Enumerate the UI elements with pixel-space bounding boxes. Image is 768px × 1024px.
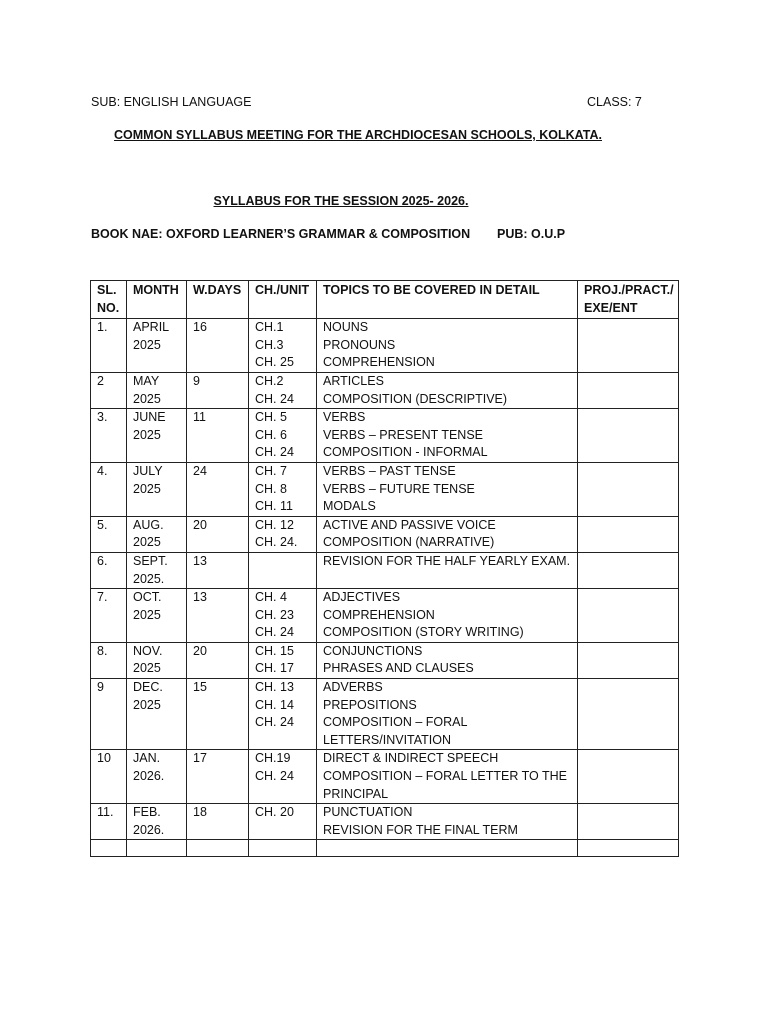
table-row bbox=[91, 319, 679, 373]
cell-line: 2025 bbox=[133, 481, 161, 496]
table-row bbox=[91, 552, 679, 588]
cell-line: COMPREHENSION bbox=[323, 355, 435, 370]
working-days-cell bbox=[187, 516, 249, 552]
cell-line: COMPOSITION – FORAL LETTER TO THE bbox=[323, 769, 568, 784]
working-days-cell bbox=[187, 804, 249, 840]
topics-cell bbox=[317, 679, 578, 750]
table-row bbox=[91, 372, 679, 408]
topics-cell bbox=[317, 372, 578, 408]
chapter-cell bbox=[249, 319, 317, 373]
month-cell bbox=[127, 804, 187, 840]
cell-line: JULY bbox=[133, 463, 163, 478]
sl-no-cell bbox=[91, 679, 127, 750]
session-title bbox=[0, 193, 682, 209]
sl-no-cell bbox=[91, 409, 127, 463]
chapter-unit-header bbox=[249, 281, 317, 319]
working-days-cell bbox=[187, 319, 249, 373]
topics-cell bbox=[317, 409, 578, 463]
project-cell bbox=[578, 462, 679, 516]
cell-line: MODALS bbox=[323, 499, 376, 514]
table-row bbox=[91, 589, 679, 643]
cell-line: 9 bbox=[193, 373, 200, 388]
cell-line: 2025 bbox=[133, 337, 161, 352]
cell-line: 3. bbox=[97, 410, 108, 425]
month-cell bbox=[127, 319, 187, 373]
month-cell bbox=[127, 552, 187, 588]
project-cell bbox=[578, 319, 679, 373]
cell-line: CH. 20 bbox=[255, 805, 294, 820]
working-days-cell bbox=[187, 642, 249, 678]
cell-line: VERBS – PAST TENSE bbox=[323, 463, 456, 478]
publisher: PUB: O.U.P bbox=[497, 227, 566, 241]
cell-line: 15 bbox=[193, 680, 207, 695]
working-days-header bbox=[187, 281, 249, 319]
cell-line: PRONOUNS bbox=[323, 337, 396, 352]
header-line: SL. bbox=[97, 283, 117, 297]
working-days-cell bbox=[187, 679, 249, 750]
cell-line: 11. bbox=[97, 805, 114, 820]
cell-line bbox=[584, 643, 678, 661]
cell-line: CH. 4 bbox=[255, 590, 287, 605]
table-row bbox=[91, 679, 679, 750]
month-cell bbox=[127, 589, 187, 643]
chapter-cell bbox=[249, 679, 317, 750]
cell-line: PUNCTUATION bbox=[323, 805, 413, 820]
cell-line: CH. 12 bbox=[255, 517, 294, 532]
table-row bbox=[91, 750, 679, 804]
project-cell bbox=[578, 372, 679, 408]
cell-line: CH. 25 bbox=[255, 355, 294, 370]
cell-line: CH. 13 bbox=[255, 680, 294, 695]
cell-line: COMPOSITION (STORY WRITING) bbox=[323, 625, 524, 640]
header-line: CH./UNIT bbox=[255, 283, 310, 297]
table-row bbox=[91, 462, 679, 516]
empty-cell bbox=[127, 840, 187, 857]
cell-line: CH. 17 bbox=[255, 661, 294, 676]
header-line: PROJ./PRACT./ bbox=[584, 283, 674, 297]
empty-row bbox=[91, 840, 679, 857]
subject-label: SUB: ENGLISH LANGUAGE bbox=[91, 95, 252, 109]
cell-line: REVISION FOR THE FINAL TERM bbox=[323, 822, 518, 837]
working-days-cell bbox=[187, 372, 249, 408]
empty-cell bbox=[578, 840, 679, 857]
cell-line: CH. 14 bbox=[255, 697, 294, 712]
sl-no-cell bbox=[91, 750, 127, 804]
cell-line: VERBS bbox=[323, 410, 366, 425]
month-cell bbox=[127, 462, 187, 516]
topics-cell bbox=[317, 804, 578, 840]
topics-cell bbox=[317, 589, 578, 643]
cell-line: COMPREHENSION bbox=[323, 607, 435, 622]
cell-line: 13 bbox=[193, 590, 207, 605]
topics-cell bbox=[317, 552, 578, 588]
cell-line: CH. 11 bbox=[255, 499, 293, 514]
cell-line: ARTICLES bbox=[323, 373, 384, 388]
cell-line: CH. 24. bbox=[255, 535, 298, 550]
topics-cell bbox=[317, 516, 578, 552]
cell-line: 16 bbox=[193, 320, 207, 335]
cell-line: SEPT. bbox=[133, 553, 168, 568]
cell-line: CH. 23 bbox=[255, 607, 294, 622]
cell-line: CH.1 bbox=[255, 320, 284, 335]
cell-line: NOUNS bbox=[323, 320, 369, 335]
cell-line: CH.2 bbox=[255, 373, 284, 388]
header-line: EXE/ENT bbox=[584, 300, 638, 315]
cell-line: CH. 24 bbox=[255, 445, 294, 460]
header-line: W.DAYS bbox=[193, 283, 242, 297]
cell-line: DEC. bbox=[133, 680, 163, 695]
cell-line bbox=[584, 553, 678, 571]
chapter-cell bbox=[249, 642, 317, 678]
topics-cell bbox=[317, 642, 578, 678]
cell-line: 4. bbox=[97, 463, 108, 478]
cell-line: CH. 5 bbox=[255, 410, 287, 425]
cell-line: 11 bbox=[193, 410, 206, 425]
sl-no-cell bbox=[91, 804, 127, 840]
cell-line: PRINCIPAL bbox=[323, 786, 389, 801]
cell-line bbox=[584, 589, 678, 607]
table-row bbox=[91, 409, 679, 463]
cell-line: 2026. bbox=[133, 822, 165, 837]
cell-line bbox=[584, 804, 678, 822]
month-cell bbox=[127, 372, 187, 408]
topics-cell bbox=[317, 750, 578, 804]
sl-no-cell bbox=[91, 319, 127, 373]
chapter-cell bbox=[249, 552, 317, 588]
cell-line: 10 bbox=[97, 751, 111, 766]
cell-line: JAN. bbox=[133, 751, 161, 766]
cell-line: DIRECT & INDIRECT SPEECH bbox=[323, 751, 499, 766]
sl-no-cell bbox=[91, 516, 127, 552]
month-header bbox=[127, 281, 187, 319]
empty-cell bbox=[249, 840, 317, 857]
cell-line bbox=[584, 517, 678, 535]
cell-line: CH. 8 bbox=[255, 481, 287, 496]
cell-line: NOV. bbox=[133, 643, 163, 658]
topics-cell bbox=[317, 319, 578, 373]
sl-no-cell bbox=[91, 462, 127, 516]
cell-line: PREPOSITIONS bbox=[323, 697, 417, 712]
cell-line: 18 bbox=[193, 805, 207, 820]
syllabus-table bbox=[90, 280, 679, 857]
cell-line: CH. 7 bbox=[255, 463, 287, 478]
cell-line: VERBS – PRESENT TENSE bbox=[323, 427, 484, 442]
working-days-cell bbox=[187, 462, 249, 516]
cell-line: 20 bbox=[193, 517, 207, 532]
cell-line: 5. bbox=[97, 517, 108, 532]
cell-line: COMPOSITION – FORAL bbox=[323, 715, 468, 730]
header-line: NO. bbox=[97, 300, 120, 315]
cell-line: CH. 6 bbox=[255, 427, 287, 442]
chapter-cell bbox=[249, 462, 317, 516]
table-body bbox=[91, 319, 679, 857]
cell-line: MAY bbox=[133, 373, 160, 388]
project-cell bbox=[578, 552, 679, 588]
book-name: BOOK NAE: OXFORD LEARNER’S GRAMMAR & COMPOSITION bbox=[91, 227, 471, 241]
empty-cell bbox=[187, 840, 249, 857]
cell-line: 2025 bbox=[133, 391, 161, 406]
month-cell bbox=[127, 516, 187, 552]
header-line: MONTH bbox=[133, 283, 179, 297]
cell-line: CH. 15 bbox=[255, 643, 294, 658]
cell-line: ADJECTIVES bbox=[323, 590, 401, 605]
project-cell bbox=[578, 679, 679, 750]
cell-line: 2025 bbox=[133, 607, 161, 622]
cell-line: 2025 bbox=[133, 697, 161, 712]
chapter-cell bbox=[249, 409, 317, 463]
cell-line: 20 bbox=[193, 643, 207, 658]
cell-line: CH. 24 bbox=[255, 625, 294, 640]
cell-line: 6. bbox=[97, 553, 108, 568]
cell-line: CH.19 bbox=[255, 751, 291, 766]
cell-line: 13 bbox=[193, 553, 207, 568]
working-days-cell bbox=[187, 589, 249, 643]
cell-line bbox=[584, 373, 678, 391]
cell-line bbox=[584, 463, 678, 481]
cell-line: APRIL bbox=[133, 320, 170, 335]
cell-line: OCT. bbox=[133, 590, 162, 605]
cell-line: 2 bbox=[97, 373, 104, 388]
cell-line: CH. 24 bbox=[255, 715, 294, 730]
sl-no-cell bbox=[91, 372, 127, 408]
table-header-row bbox=[91, 281, 679, 319]
empty-cell bbox=[91, 840, 127, 857]
working-days-cell bbox=[187, 409, 249, 463]
cell-line: FEB. bbox=[133, 805, 161, 820]
table-row bbox=[91, 804, 679, 840]
sl-no-cell bbox=[91, 589, 127, 643]
cell-line: REVISION FOR THE HALF YEARLY EXAM. bbox=[323, 553, 571, 568]
cell-line: 2025. bbox=[133, 571, 165, 586]
cell-line: ADVERBS bbox=[323, 680, 383, 695]
meeting-title-text: COMMON SYLLABUS MEETING FOR THE ARCHDIOCESAN SCHOOLS, KOLKATA. bbox=[114, 128, 602, 142]
cell-line: CH. 24 bbox=[255, 391, 294, 406]
cell-line: CH.3 bbox=[255, 337, 284, 352]
cell-line: AUG. bbox=[133, 517, 164, 532]
month-cell bbox=[127, 679, 187, 750]
header-line: TOPICS TO BE COVERED IN DETAIL bbox=[323, 283, 540, 297]
project-cell bbox=[578, 804, 679, 840]
cell-line: 2025 bbox=[133, 661, 161, 676]
project-cell bbox=[578, 516, 679, 552]
class-label: CLASS: 7 bbox=[587, 95, 642, 109]
cell-line bbox=[584, 679, 678, 697]
session-title-text: SYLLABUS FOR THE SESSION 2025- 2026. bbox=[213, 194, 469, 208]
cell-line bbox=[584, 750, 678, 768]
cell-line: ACTIVE AND PASSIVE VOICE bbox=[323, 517, 496, 532]
topics-cell bbox=[317, 462, 578, 516]
cell-line: COMPOSITION - INFORMAL bbox=[323, 445, 488, 460]
chapter-cell bbox=[249, 589, 317, 643]
cell-line: LETTERS/INVITATION bbox=[323, 732, 452, 747]
topics-header bbox=[317, 281, 578, 319]
cell-line: 8. bbox=[97, 643, 108, 658]
cell-line: 7. bbox=[97, 590, 108, 605]
cell-line: PHRASES AND CLAUSES bbox=[323, 661, 474, 676]
cell-line: CH. 24 bbox=[255, 769, 294, 784]
cell-line: 2025 bbox=[133, 535, 161, 550]
cell-line: 2025 bbox=[133, 427, 161, 442]
month-cell bbox=[127, 642, 187, 678]
sl-no-cell bbox=[91, 552, 127, 588]
working-days-cell bbox=[187, 750, 249, 804]
cell-line: JUNE bbox=[133, 410, 166, 425]
project-header bbox=[578, 281, 679, 319]
project-cell bbox=[578, 409, 679, 463]
cell-line: 2026. bbox=[133, 769, 165, 784]
cell-line bbox=[255, 553, 316, 571]
cell-line: 17 bbox=[193, 751, 207, 766]
month-cell bbox=[127, 750, 187, 804]
table-row bbox=[91, 516, 679, 552]
cell-line: 9 bbox=[97, 680, 104, 695]
project-cell bbox=[578, 642, 679, 678]
table-row bbox=[91, 642, 679, 678]
cell-line bbox=[584, 319, 678, 337]
cell-line: COMPOSITION (DESCRIPTIVE) bbox=[323, 391, 508, 406]
cell-line: CONJUNCTIONS bbox=[323, 643, 423, 658]
sl-no-header bbox=[91, 281, 127, 319]
cell-line: COMPOSITION (NARRATIVE) bbox=[323, 535, 495, 550]
cell-line: 1. bbox=[97, 320, 108, 335]
empty-cell bbox=[317, 840, 578, 857]
cell-line bbox=[584, 409, 678, 427]
cell-line: 24 bbox=[193, 463, 207, 478]
month-cell bbox=[127, 409, 187, 463]
chapter-cell bbox=[249, 372, 317, 408]
cell-line: VERBS – FUTURE TENSE bbox=[323, 481, 475, 496]
chapter-cell bbox=[249, 804, 317, 840]
meeting-title bbox=[0, 127, 716, 143]
chapter-cell bbox=[249, 750, 317, 804]
sl-no-cell bbox=[91, 642, 127, 678]
working-days-cell bbox=[187, 552, 249, 588]
project-cell bbox=[578, 750, 679, 804]
project-cell bbox=[578, 589, 679, 643]
chapter-cell bbox=[249, 516, 317, 552]
